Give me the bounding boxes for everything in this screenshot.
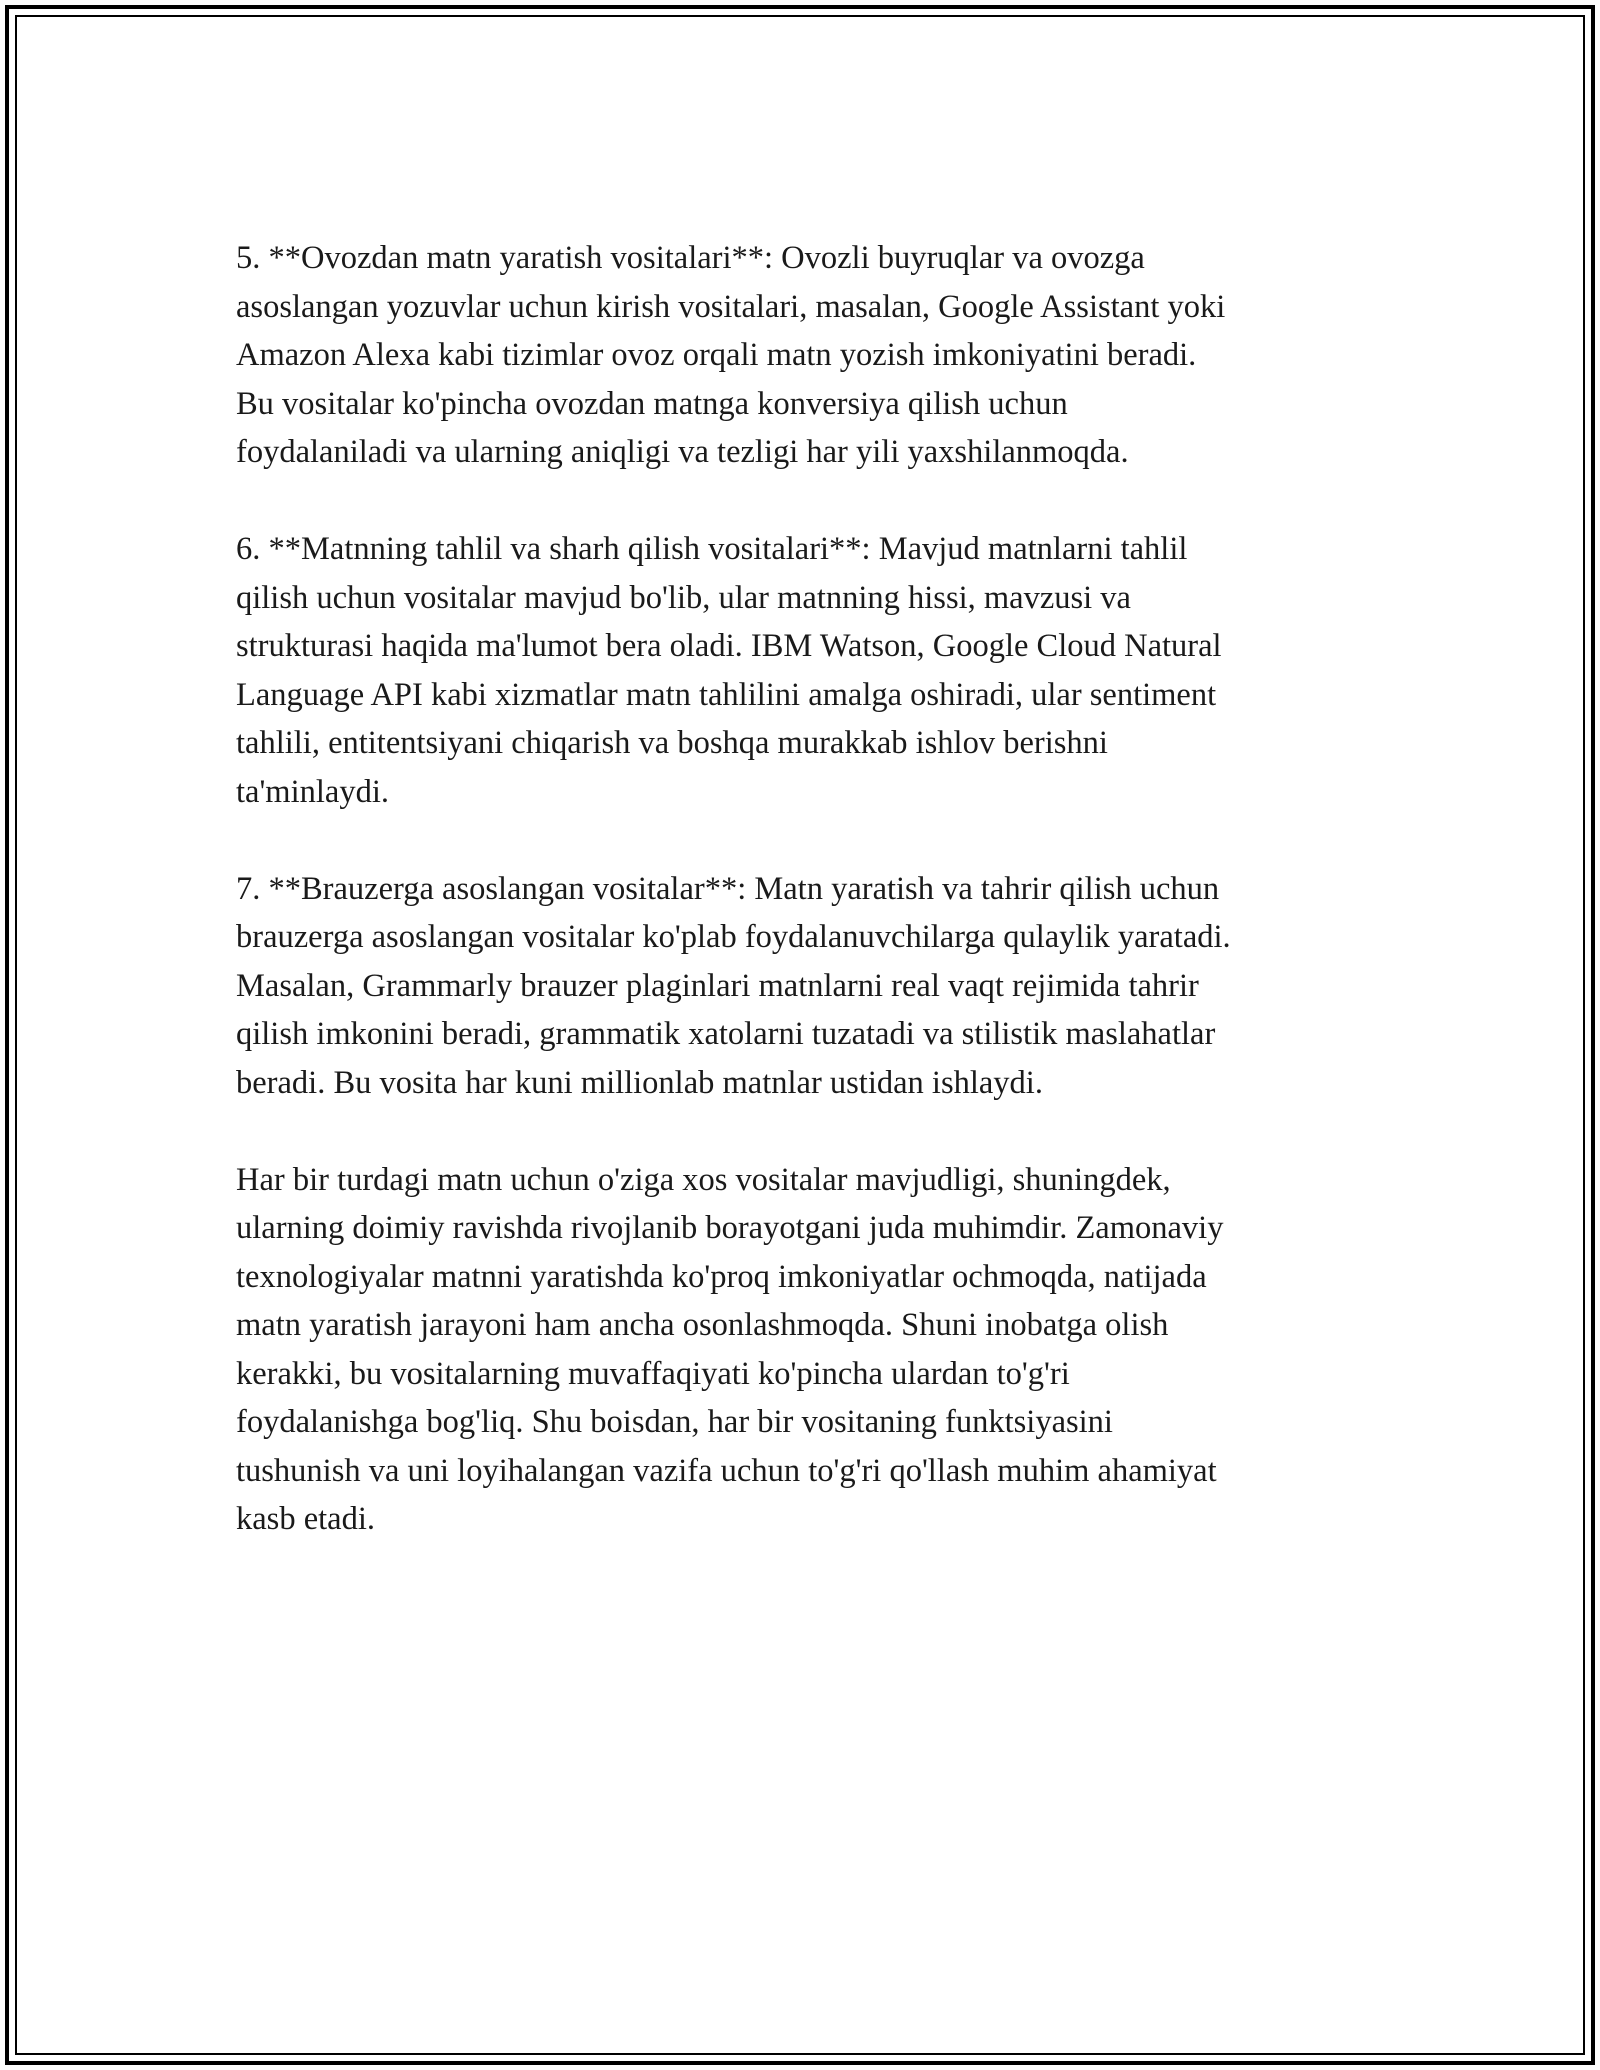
paragraph-text-analysis-tools: 6. **Matnning tahlil va sharh qilish vositalari**: Mavjud matnlarni tahlil qilish uchun vositalar mavjud bo'lib, ular matnning hissi, mavzusi va strukturasi haqida ma'lumot bera oladi. IBM Watson, Google Cloud Natural Language API kabi xizmatlar matn tahlilini amalga oshiradi, ular sentiment tahlili, entitentsiyani chiqarish va boshqa murakkab ishlov berishni ta'minlaydi. (236, 531, 1222, 810)
paragraph-browser-based-tools: 7. **Brauzerga asoslangan vositalar**: Matn yaratish va tahrir qilish uchun brauzerga asoslangan vositalar ko'plab foydalanuvchilarga qulaylik yaratadi. Masalan, Grammarly brauzer plaginlari matnlarni real vaqt rejimida tahrir qilish imkonini beradi, grammatik xatolarni tuzatadi va stilistik maslahatlar beradi. Bu vosita har kuni millionlab matnlar ustidan ishlaydi. (236, 870, 1231, 1101)
document-body (236, 234, 1386, 1544)
paragraph-voice-to-text-tools: 5. **Ovozdan matn yaratish vositalari**: Ovozli buyruqlar va ovozga asoslangan yozuvlar uchun kirish vositalari, masalan, Google Assistant yoki Amazon Alexa kabi tizimlar ovoz orqali matn yozish imkoniyatini beradi. Bu vositalar ko'pincha ovozdan matnga konversiya qilish uchun foydalaniladi va ularning aniqligi va tezligi har yili yaxshilanmoqda. (236, 240, 1226, 470)
paragraph-conclusion: Har bir turdagi matn uchun o'ziga xos vositalar mavjudligi, shuningdek, ularning doimiy ravishda rivojlanib borayotgani juda muhimdir. Zamonaviy texnologiyalar matnni yaratishda ko'proq imkoniyatlar ochmoqda, natijada matn yaratish jarayoni ham ancha osonlashmoqda. Shuni inobatga olish kerakki, bu vositalarning muvaffaqiyati ko'pincha ulardan to'g'ri foydalanishga bog'liq. Shu boisdan, har bir vositaning funktsiyasini tushunish va uni loyihalangan vazifa uchun to'g'ri qo'llash muhim ahamiyat kasb etadi. (236, 1161, 1224, 1537)
